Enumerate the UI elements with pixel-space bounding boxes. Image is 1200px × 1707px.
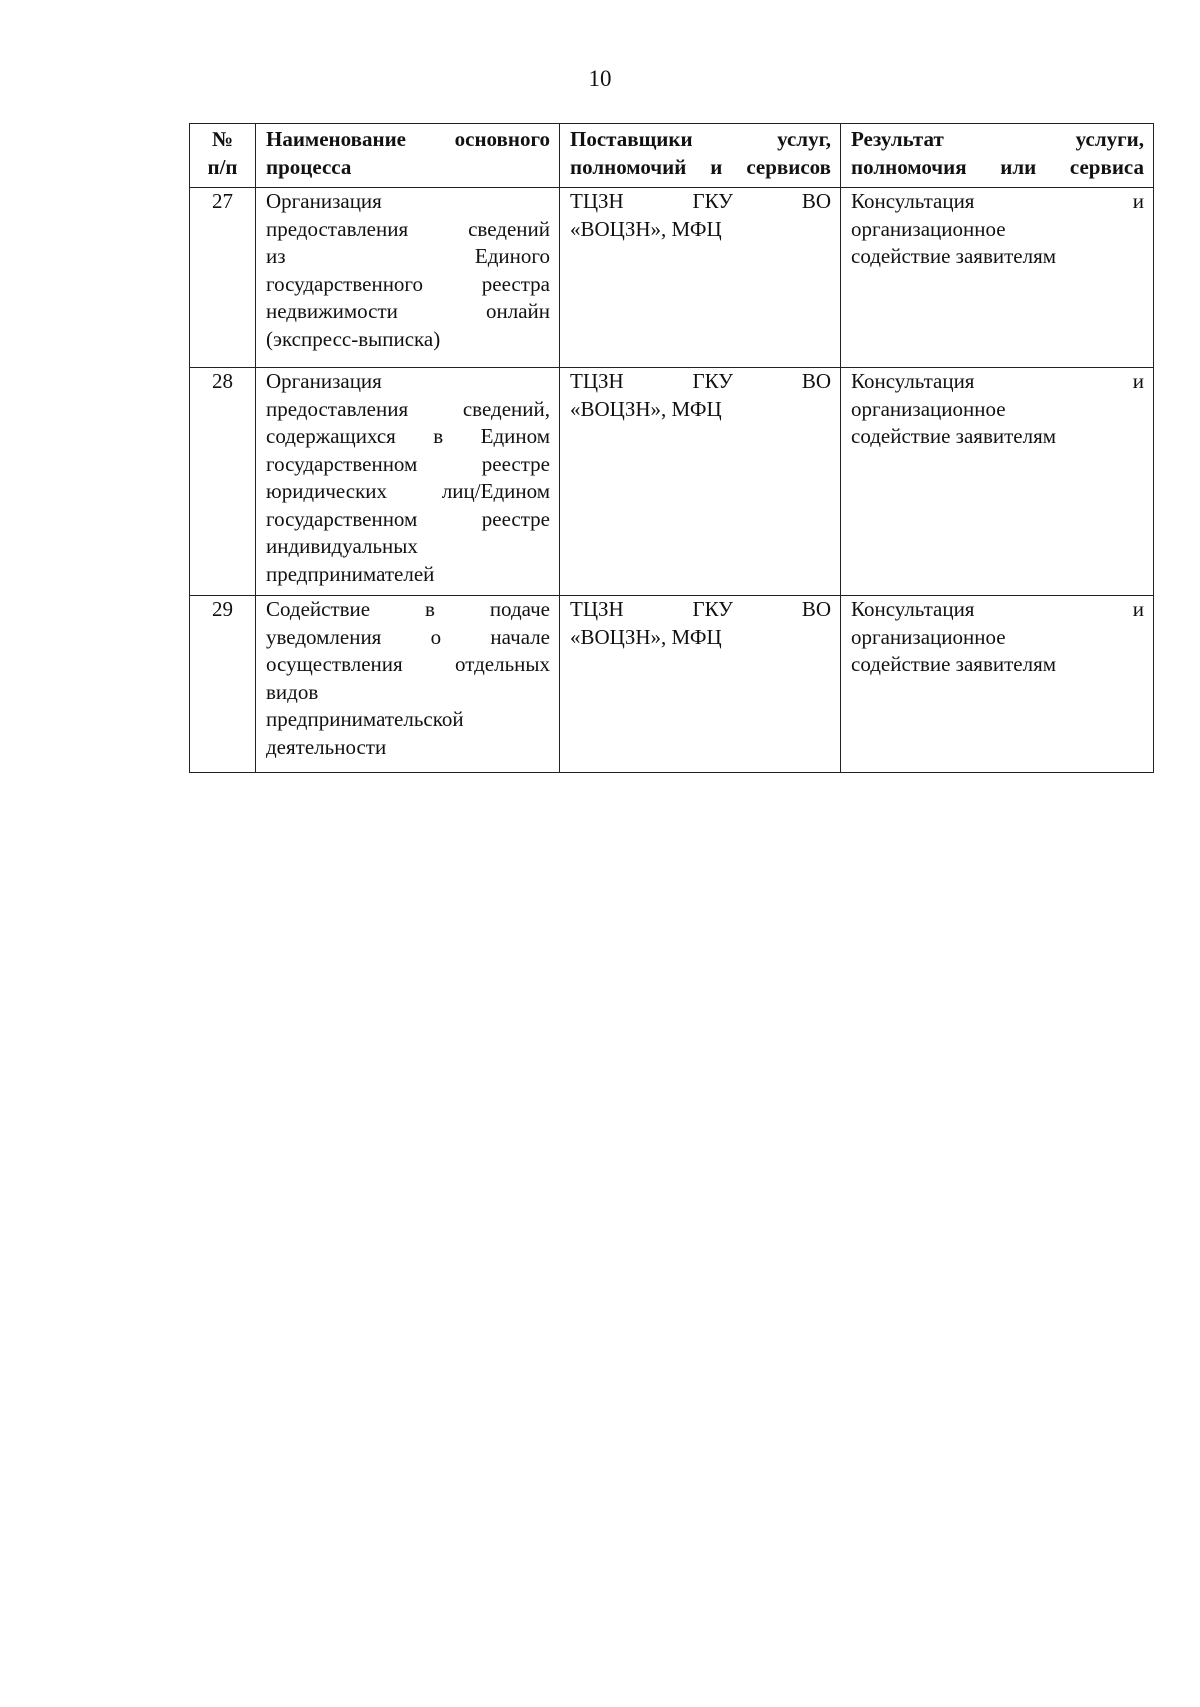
- text-line: «ВОЦЗН», МФЦ: [570, 624, 722, 649]
- row-number: 28: [190, 368, 256, 596]
- text-line: Консультация и: [851, 189, 1144, 213]
- text-line: «ВОЦЗН», МФЦ: [570, 396, 722, 421]
- result-cell: [841, 596, 1154, 773]
- text-line: государственного реестра: [266, 271, 550, 296]
- header-res-line1: Результат услуги,: [851, 127, 1144, 151]
- text-line: Организация: [266, 369, 382, 393]
- text-line: ТЦЗН ГКУ ВО: [570, 597, 831, 621]
- process-name-cell: [256, 596, 560, 773]
- text-line: «ВОЦЗН», МФЦ: [570, 216, 722, 241]
- providers-cell: [560, 188, 841, 368]
- text-line: уведомления о начале: [266, 624, 550, 649]
- table-row: [190, 188, 1154, 368]
- header-res-line2: полномочия или сервиса: [851, 154, 1144, 179]
- page-number: 10: [588, 66, 612, 91]
- text-line: деятельности: [266, 734, 387, 759]
- header-name-line1: Наименование основного: [266, 127, 550, 151]
- table-row: [190, 368, 1154, 596]
- header-num: [190, 124, 256, 188]
- text-line: предоставления сведений,: [266, 396, 550, 421]
- table-row: [190, 596, 1154, 773]
- text-line: Содействие в подаче: [266, 597, 550, 621]
- row-number: 27: [190, 188, 256, 368]
- text-line: государственном реестре: [266, 451, 550, 476]
- result-cell: [841, 368, 1154, 596]
- text-line: организационное: [851, 396, 1006, 421]
- text-line: Организация: [266, 189, 382, 213]
- process-name-cell: [256, 188, 560, 368]
- text-line: юридических лиц/Едином: [266, 479, 550, 503]
- header-name-line2: процесса: [266, 154, 352, 179]
- text-line: предпринимателей: [266, 561, 435, 586]
- text-line: недвижимости онлайн: [266, 299, 550, 323]
- text-line: Консультация и: [851, 369, 1144, 393]
- providers-cell: [560, 596, 841, 773]
- text-line: содействие заявителям: [851, 652, 1057, 676]
- header-result: [841, 124, 1154, 188]
- text-line: из Единого: [266, 244, 550, 268]
- text-line: предоставления сведений: [266, 216, 550, 241]
- header-providers: [560, 124, 841, 188]
- text-line: организационное: [851, 624, 1006, 649]
- process-name-cell: [256, 368, 560, 596]
- text-line: государственном реестре: [266, 506, 550, 531]
- row-number: 29: [190, 596, 256, 773]
- text-line: Консультация и: [851, 597, 1144, 621]
- header-process-name: [256, 124, 560, 188]
- text-line: ТЦЗН ГКУ ВО: [570, 189, 831, 213]
- providers-cell: [560, 368, 841, 596]
- text-line: индивидуальных: [266, 534, 418, 558]
- table-header-row: [190, 124, 1154, 188]
- text-line: содействие заявителям: [851, 424, 1057, 448]
- text-line: (экспресс-выписка): [266, 326, 441, 351]
- header-prov-line2: полномочий и сервисов: [570, 154, 831, 179]
- text-line: осуществления отдельных: [266, 652, 550, 676]
- services-table: [189, 123, 1154, 773]
- text-line: организационное: [851, 216, 1006, 241]
- header-num-line2: п/п: [207, 154, 238, 179]
- header-prov-line1: Поставщики услуг,: [570, 127, 831, 151]
- text-line: содействие заявителям: [851, 244, 1057, 268]
- header-num-line1: №: [211, 127, 234, 151]
- text-line: ТЦЗН ГКУ ВО: [570, 369, 831, 393]
- result-cell: [841, 188, 1154, 368]
- text-line: содержащихся в Едином: [266, 424, 550, 448]
- text-line: видов: [266, 679, 319, 704]
- text-line: предпринимательской: [266, 707, 464, 731]
